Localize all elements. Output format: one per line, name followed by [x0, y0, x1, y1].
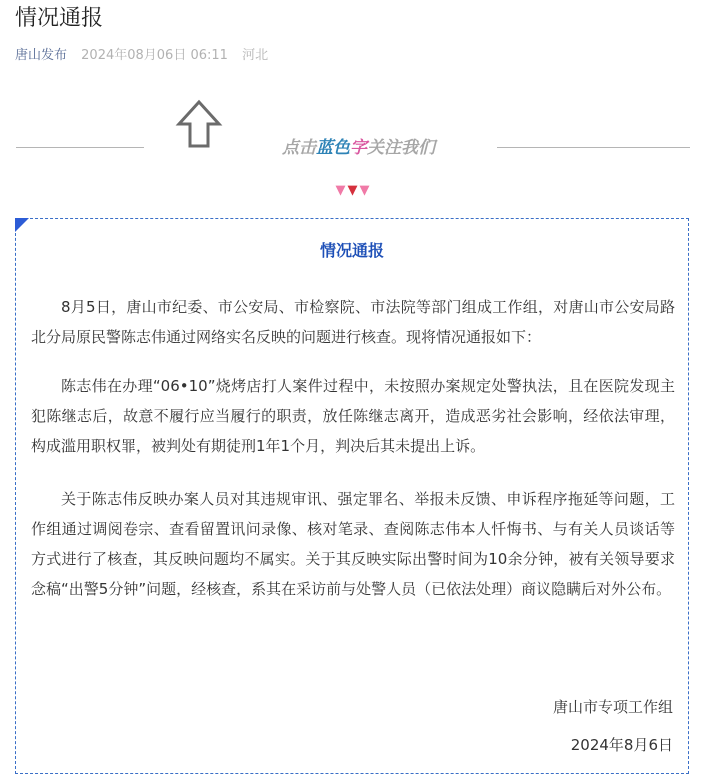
notice-date: 2024年8月6日	[570, 736, 673, 754]
triangle-down-icon: ▼	[335, 183, 348, 198]
follow-text-prefix: 点击	[282, 138, 316, 158]
notice-heading: 情况通报	[319, 241, 384, 260]
follow-text-pink: 字	[350, 138, 367, 158]
notice-paragraph: 陈志伟在办理“06•10”烧烤店打人案件过程中，未按照办案规定处警执法，且在医院发现主犯陈继志后，故意不履行应当履行的职责，放任陈继志离开，造成恶劣社会影响，经依法审理，构成滥用职权罪，被判处有期徒刑1年1个月，判决后其未提出上诉。	[31, 377, 675, 455]
follow-prompt[interactable]	[282, 133, 435, 158]
triangle-down-icon: ▼	[359, 183, 372, 198]
notice-paragraph: 8月5日，唐山市纪委、市公安局、市检察院、市法院等部门组成工作组，对唐山市公安局路北分局原民警陈志伟通过网络实名反映的问题进行核查。现将情况通报如下：	[31, 298, 675, 346]
author-link[interactable]: 唐山发布	[15, 48, 68, 63]
notice-signature: 唐山市专项工作组	[552, 698, 673, 716]
banner-divider-right	[497, 147, 690, 148]
article-title: 情况通报	[15, 6, 104, 31]
corner-triangle-icon	[15, 218, 29, 232]
publish-time: 2024年08月06日 06:11	[81, 48, 228, 63]
publish-location: 河北	[242, 48, 269, 63]
follow-text-blue: 蓝色	[316, 138, 350, 158]
triangle-down-icon: ▼	[347, 183, 360, 198]
banner-divider-left	[16, 147, 144, 148]
triangle-decoration	[0, 182, 707, 200]
follow-banner[interactable]	[0, 95, 707, 165]
notice-box	[15, 218, 689, 774]
notice-paragraph: 关于陈志伟反映办案人员对其违规审讯、强定罪名、举报未反馈、申诉程序拖延等问题，工作组通过调阅卷宗、查看留置讯问录像、核对笔录、查阅陈志伟本人忏悔书、与有关人员谈话等方式进行了核查，其反映问题均不属实。关于其反映实际出警时间为10余分钟，被有关领导要求念稿“出警5分钟”问题，经核查，系其在采访前与处警人员（已依法处理）商议隐瞒后对外公布。	[31, 490, 675, 598]
up-arrow-icon	[174, 99, 224, 149]
follow-text-suffix: 关注我们	[367, 138, 435, 158]
article-meta	[15, 46, 268, 66]
